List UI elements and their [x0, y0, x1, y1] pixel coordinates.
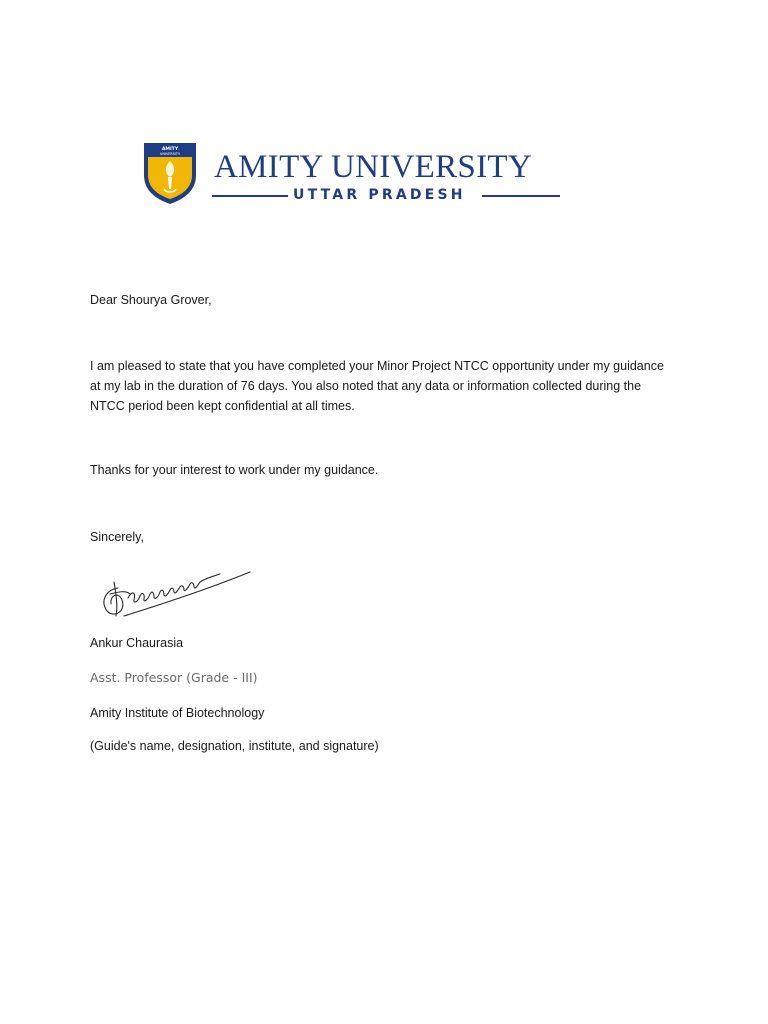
body-line: at my lab in the duration of 76 days. You also noted that any data or information collected during the	[90, 379, 642, 393]
svg-text:UNIVERSITY: UNIVERSITY	[159, 152, 181, 156]
signatory-designation: Asst. Professor (Grade - III)	[90, 670, 258, 685]
signatory-institute: Amity Institute of Biotechnology	[90, 706, 265, 720]
body-line: I am pleased to state that you have completed your Minor Project NTCC opportunity under my guidance	[90, 359, 664, 373]
campus-row	[212, 186, 560, 204]
salutation: Dear Shourya Grover,	[90, 293, 212, 307]
divider-line-left	[212, 195, 288, 197]
university-name: AMITY UNIVERSITY	[214, 149, 532, 185]
signatory-name: Ankur Chaurasia	[90, 636, 184, 650]
svg-text:AMITY: AMITY	[161, 147, 179, 152]
thanks-line: Thanks for your interest to work under my guidance.	[90, 463, 379, 477]
closing: Sincerely,	[90, 530, 144, 544]
handwritten-signature-icon	[96, 560, 256, 622]
signature-note: (Guide's name, designation, institute, and signature)	[90, 739, 379, 753]
body-paragraph	[90, 356, 690, 416]
body-line: NTCC period been kept confidential at all times.	[90, 399, 355, 413]
letterhead	[140, 141, 565, 207]
amity-university-crest-icon	[140, 141, 200, 205]
divider-line-right	[482, 195, 560, 197]
campus-name: UTTAR PRADESH	[293, 187, 466, 203]
